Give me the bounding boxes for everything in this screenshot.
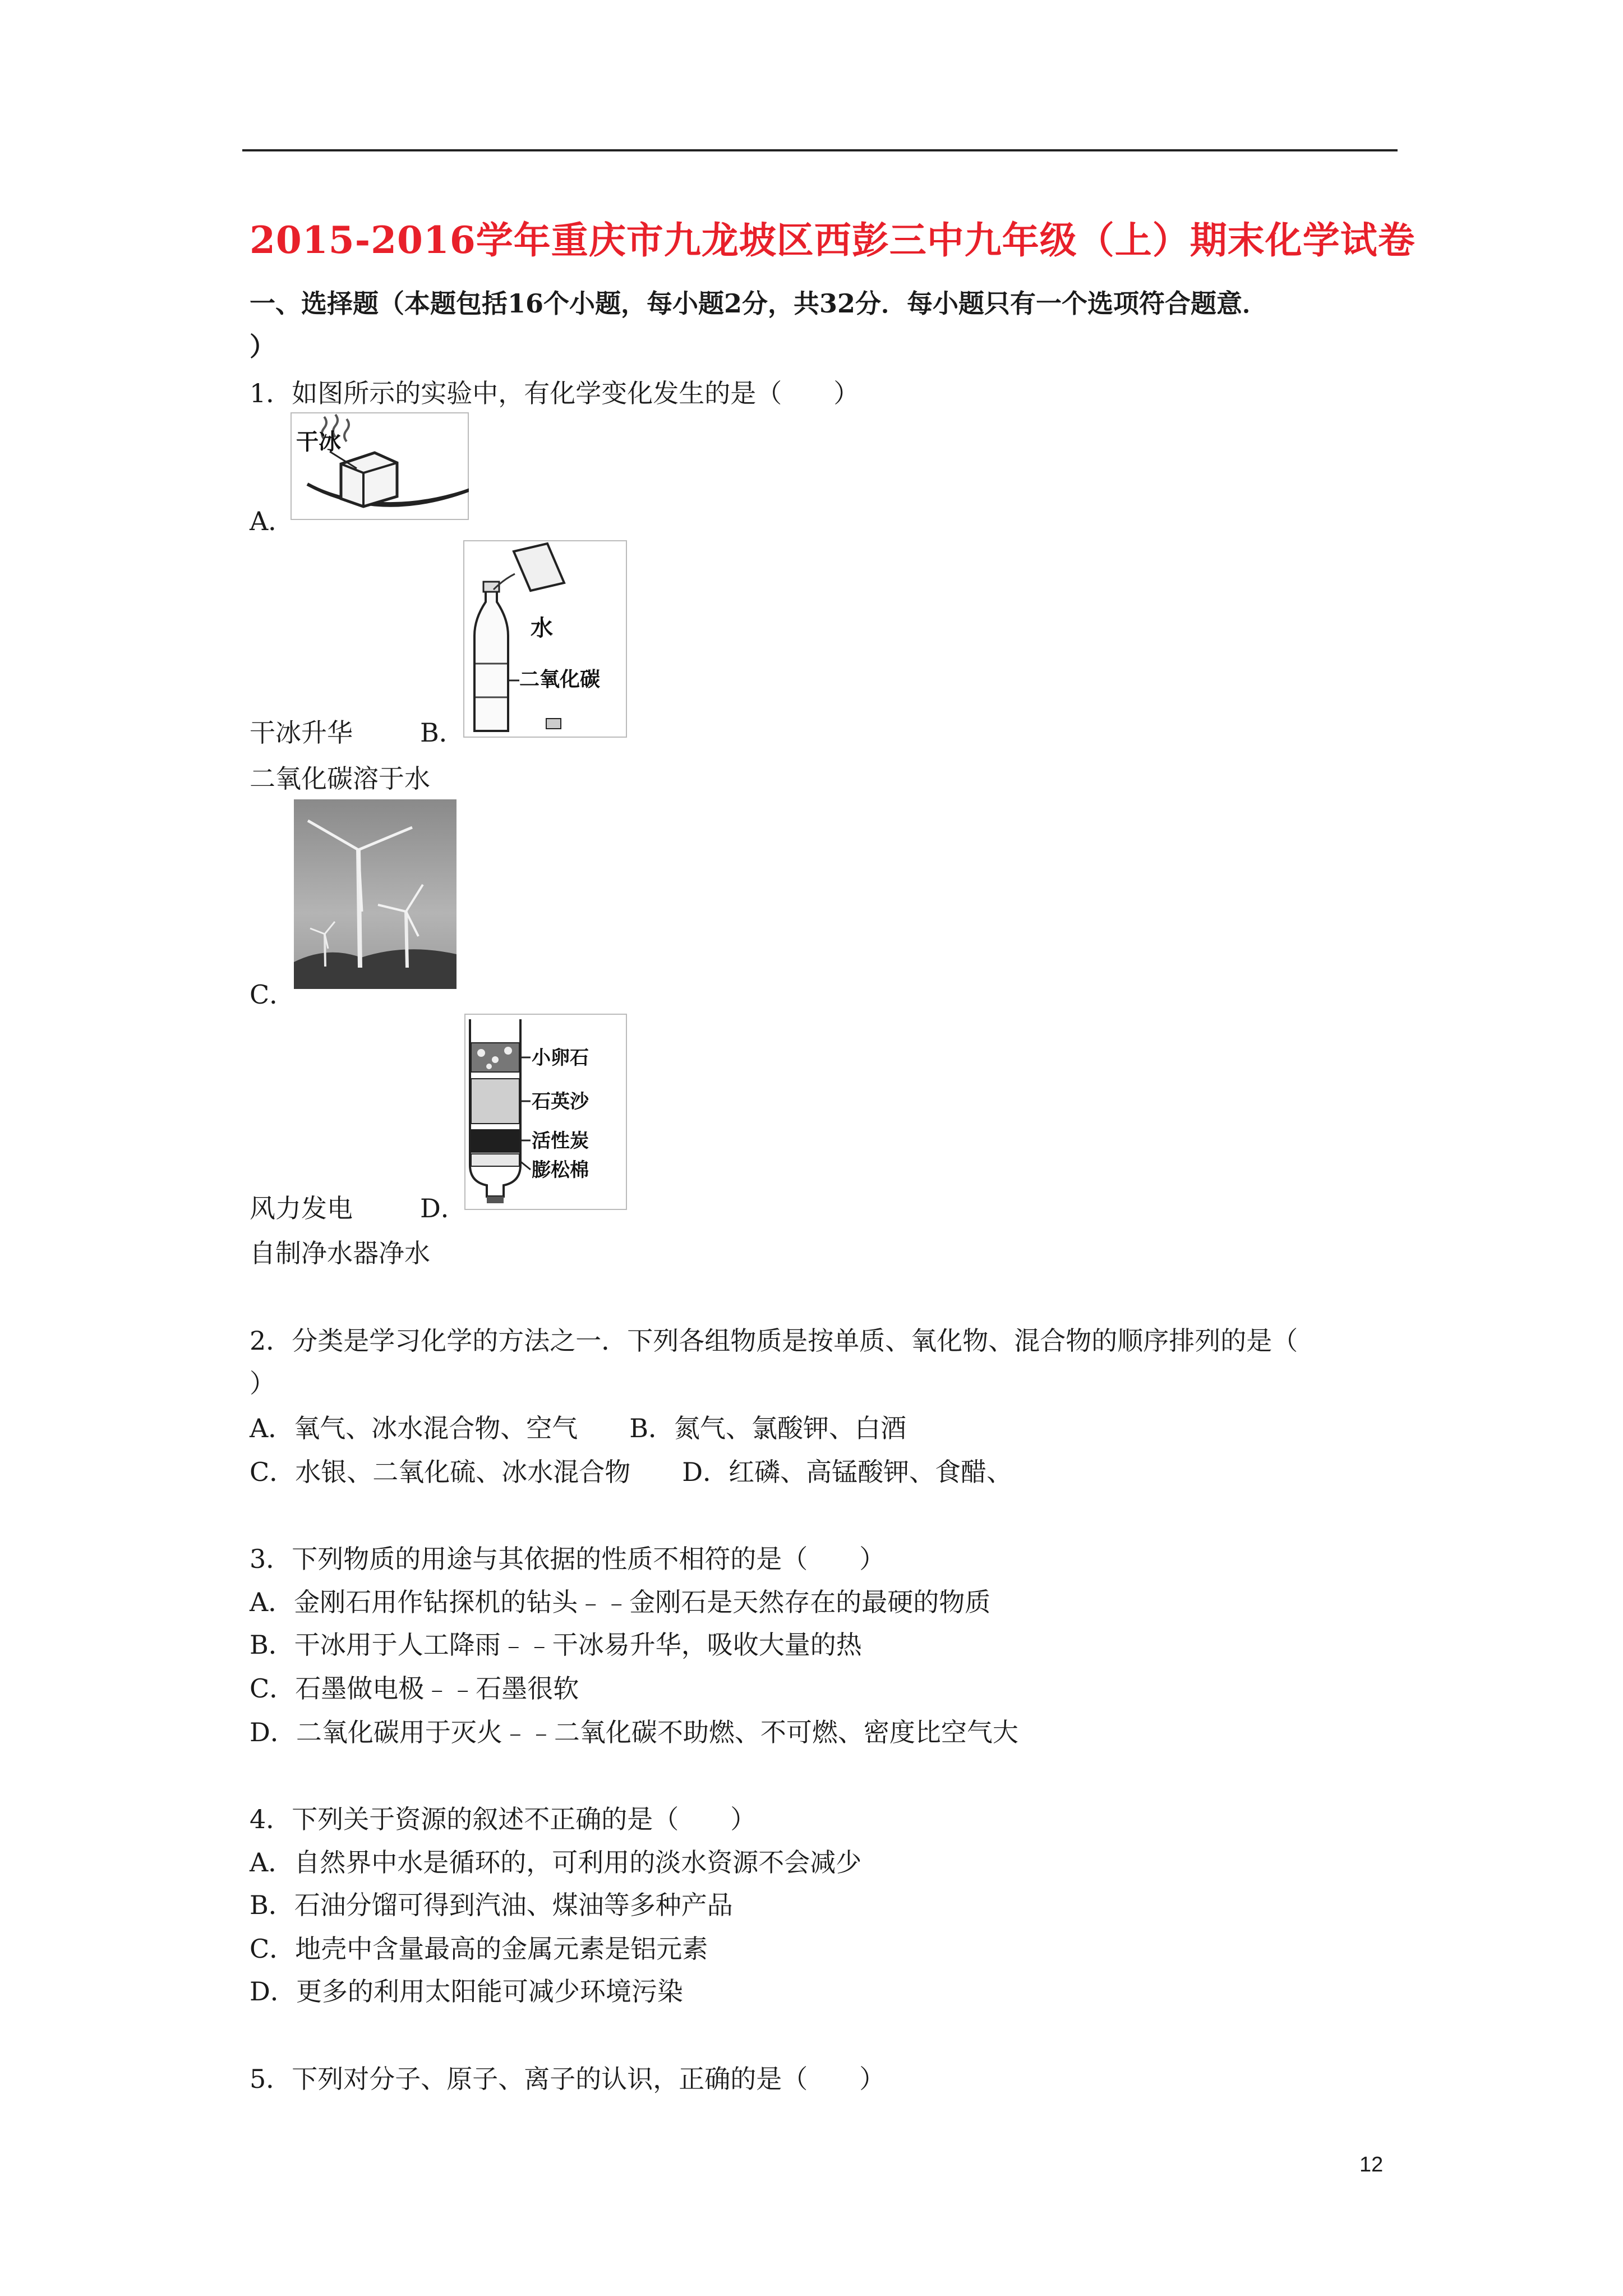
q1-option-d-letter: D．: [420, 1193, 467, 1223]
q1-stem: 1．如图所示的实验中，有化学变化发生的是（ ）: [250, 378, 860, 408]
section-heading-cont: ）: [250, 332, 275, 362]
q4-stem: 4．下列关于资源的叙述不正确的是（ ）: [250, 1804, 757, 1834]
co2-bottle-figure: [463, 540, 627, 738]
q3-option-a: A．金刚石用作钻探机的钻头﹣﹣金刚石是天然存在的最硬的物质: [250, 1587, 991, 1617]
q3-option-d: D．二氧化碳用于灭火﹣﹣二氧化碳不助燃、不可燃、密度比空气大: [250, 1717, 1018, 1747]
q2-options-cd: C．水银、二氧化硫、冰水混合物 D．红磷、高锰酸钾、食醋、: [250, 1457, 1013, 1487]
water-label: 水: [531, 615, 553, 641]
q2-stem: 2．分类是学习化学的方法之一．下列各组物质是按单质、氧化物、混合物的顺序排列的是（: [250, 1326, 1298, 1356]
q1-option-d-caption: 自制净水器净水: [250, 1238, 430, 1268]
q4-option-c: C．地壳中含量最高的金属元素是铝元素: [250, 1934, 708, 1964]
q3-stem: 3．下列物质的用途与其依据的性质不相符的是（ ）: [250, 1544, 886, 1574]
q1-option-c-caption: 风力发电: [250, 1193, 353, 1223]
q4-option-d: D．更多的利用太阳能可减少环境污染: [250, 1976, 683, 2007]
q4-option-b: B．石油分馏可得到汽油、煤油等多种产品: [250, 1890, 733, 1920]
q4-option-a: A．自然界中水是循环的，可利用的淡水资源不会减少: [250, 1847, 862, 1878]
pebble-label: 小卵石: [532, 1047, 589, 1069]
quartz-sand-label: 石英沙: [532, 1091, 589, 1113]
co2-label: 二氧化碳: [519, 668, 601, 691]
section-heading: 一、选择题（本题包括16个小题，每小题2分，共32分．每小题只有一个选项符合题意．: [250, 288, 1269, 319]
header-rule: [242, 149, 1398, 151]
q3-option-c: C．石墨做电极﹣﹣石墨很软: [250, 1673, 579, 1704]
q1-option-a-caption: 干冰升华: [250, 717, 353, 748]
q5-stem: 5．下列对分子、原子、离子的认识，正确的是（ ）: [250, 2064, 886, 2094]
q1-option-b-letter: B．: [420, 717, 465, 748]
page-title: 2015-2016学年重庆市九龙坡区西彭三中九年级（上）期末化学试卷: [250, 218, 1415, 262]
q2-options-ab: A．氧气、冰水混合物、空气 B．氮气、氯酸钾、白酒: [250, 1413, 907, 1443]
q3-option-b: B．干冰用于人工降雨﹣﹣干冰易升华，吸收大量的热: [250, 1630, 862, 1660]
water-purifier-figure: [464, 1014, 627, 1210]
page-number: 12: [1359, 2153, 1384, 2177]
cotton-label: 膨松棉: [532, 1159, 589, 1181]
activated-carbon-label: 活性炭: [532, 1130, 589, 1152]
q2-stem-cont: ）: [250, 1368, 275, 1398]
q1-option-c-letter: C．: [250, 979, 296, 1010]
q1-option-a-letter: A．: [250, 506, 294, 536]
dry-ice-label: 干冰: [296, 429, 341, 455]
dry-ice-figure: [291, 412, 469, 520]
wind-turbine-photo: [294, 799, 457, 989]
q1-option-b-caption: 二氧化碳溶于水: [250, 763, 430, 794]
